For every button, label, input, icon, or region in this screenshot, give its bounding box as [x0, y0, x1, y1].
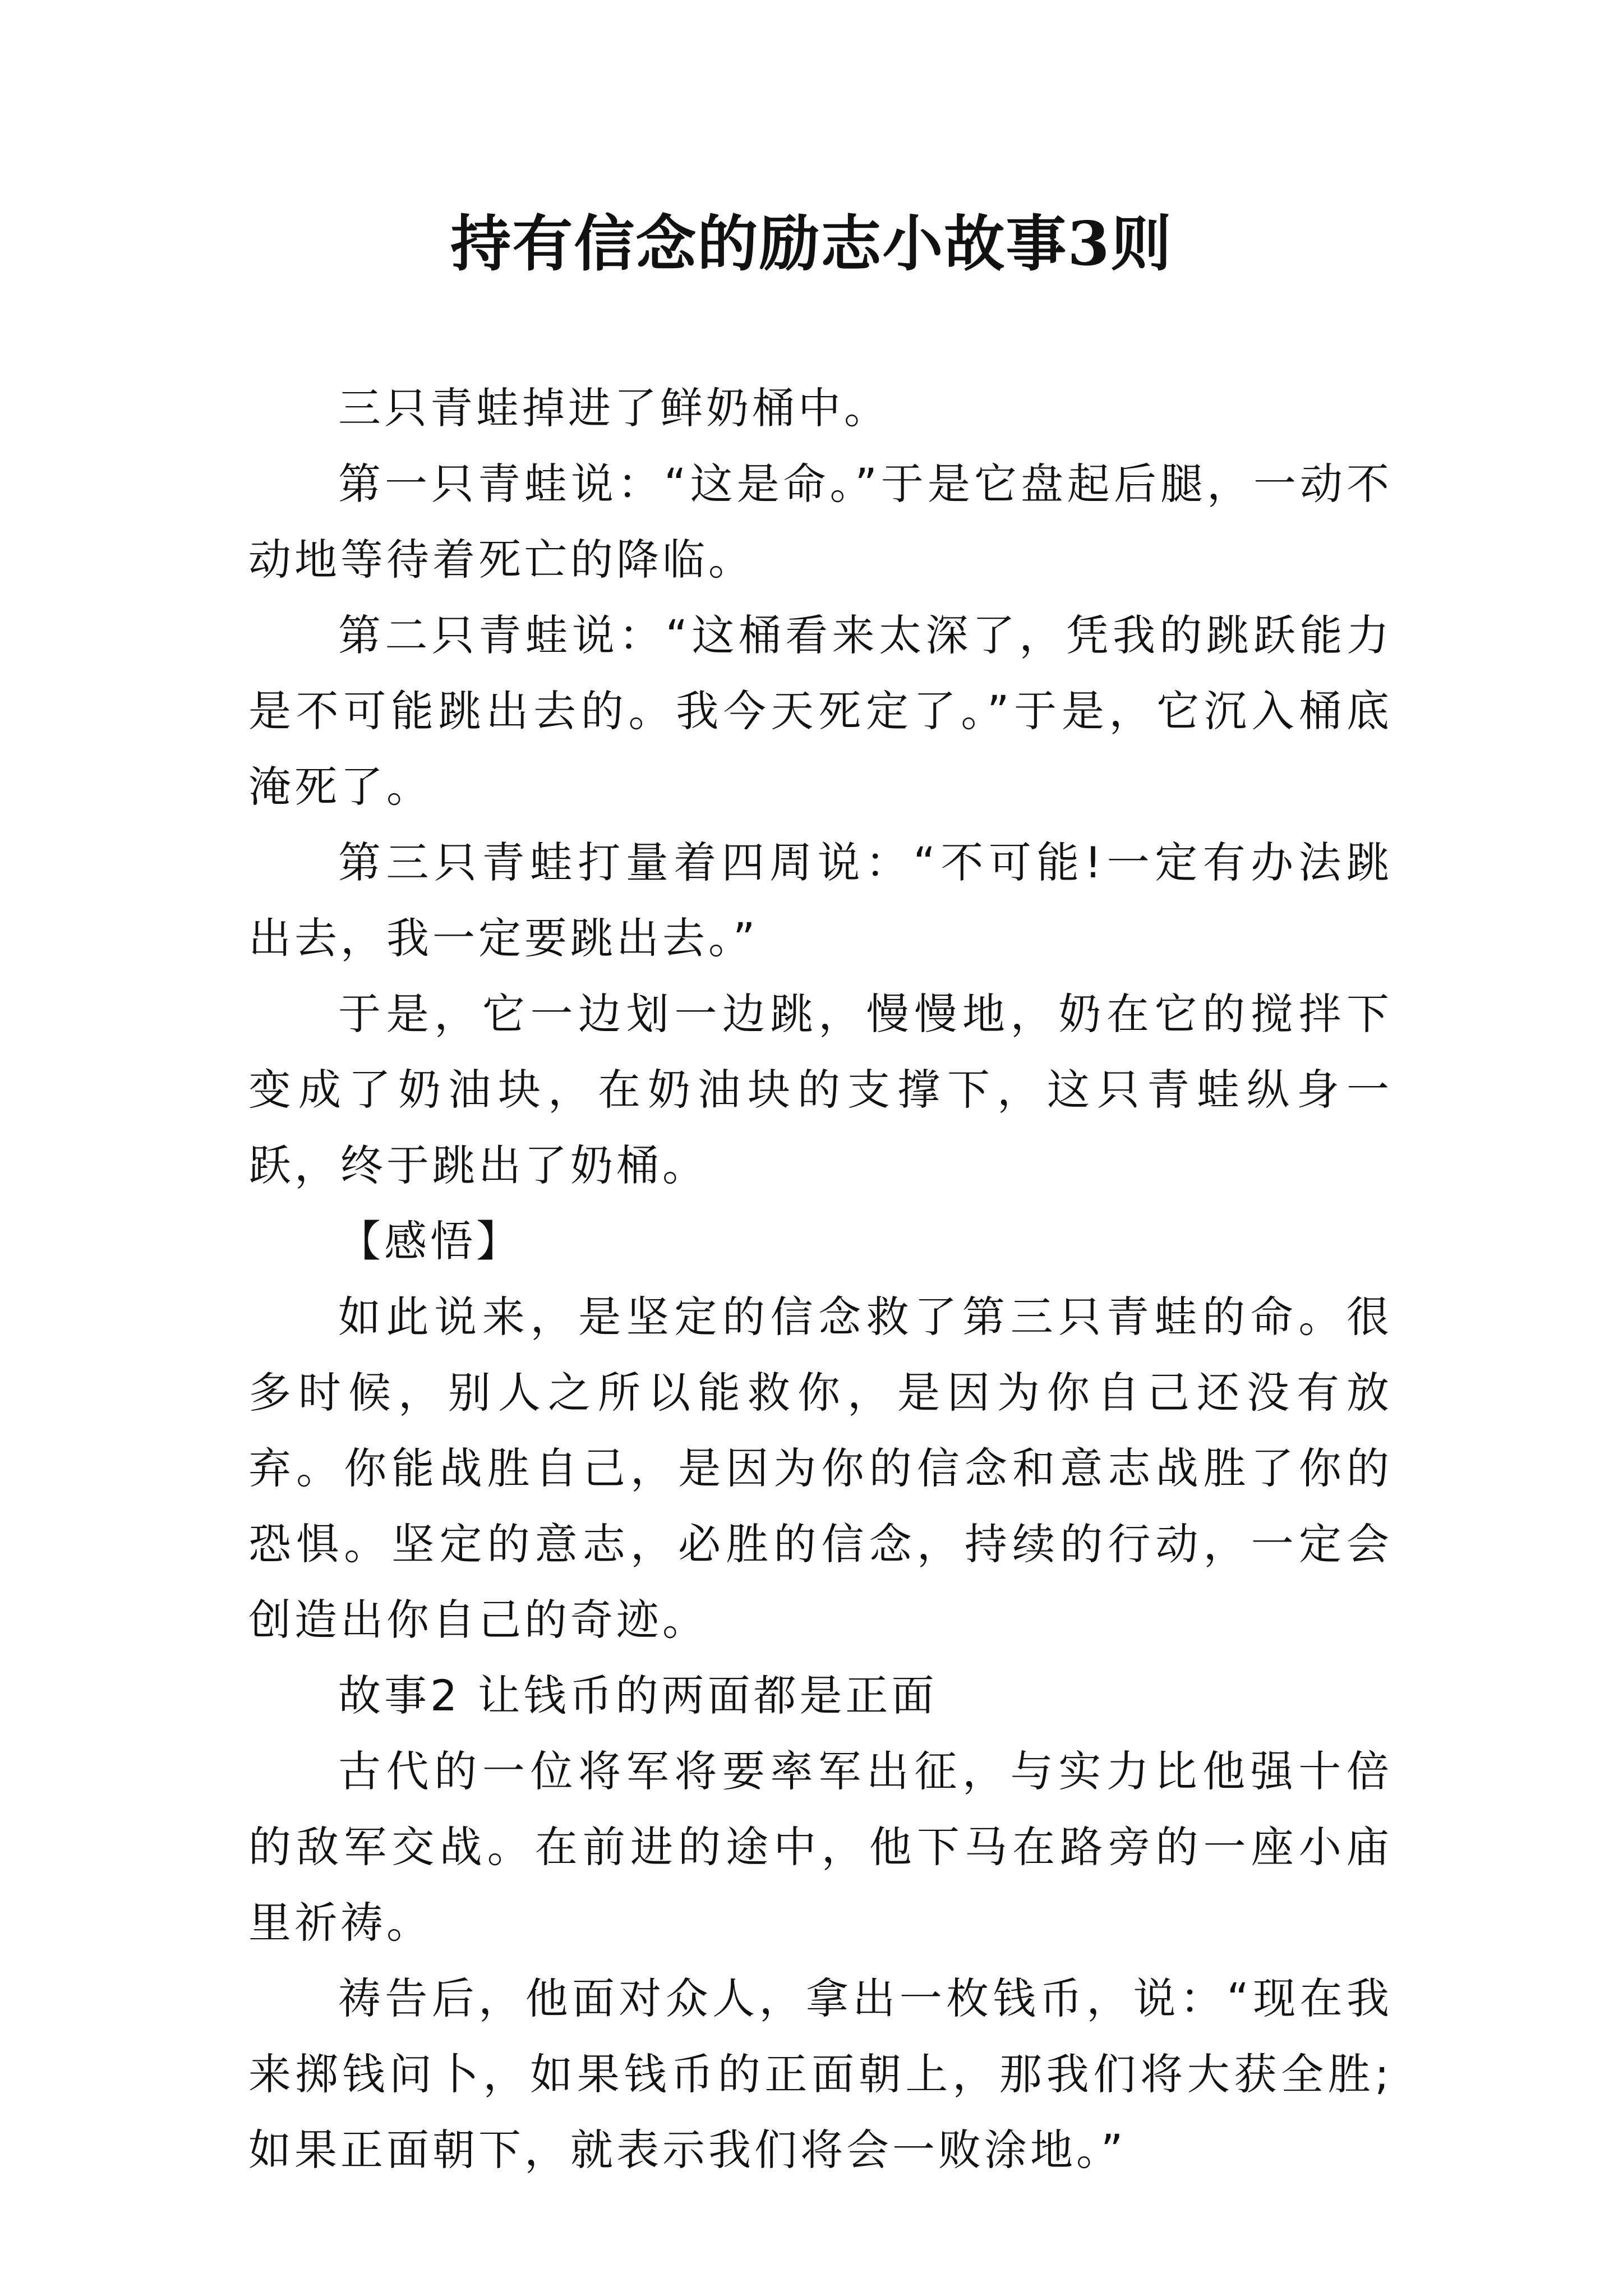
insight-heading: 【感悟】: [338, 1216, 522, 1266]
paragraph-5: 于是，它一边划一边跳，慢慢地，奶在它的搅拌下变成了奶油块，在奶油块的支撑下，这只青蛙纵身一跃，终于跳出了奶桶。: [248, 989, 1393, 1190]
paragraph-10: 祷告后，他面对众人，拿出一枚钱币，说：“现在我来掷钱问卜，如果钱币的正面朝上，那我们将大获全胜;如果正面朝下，就表示我们将会一败涂地。”: [248, 1973, 1393, 2175]
paragraph-1: 三只青蛙掉进了鲜奶桶中。: [338, 383, 890, 433]
paragraph-2: 第一只青蛙说：“这是命。”于是它盘起后腿，一动不动地等待着死亡的降临。: [248, 459, 1393, 585]
paragraph-3: 第二只青蛙说：“这桶看来太深了，凭我的跳跃能力是不可能跳出去的。我今天死定了。”于是，它沉入桶底淹死了。: [248, 610, 1393, 812]
paragraph-7: 如此说来，是坚定的信念救了第三只青蛙的命。很多时候，别人之所以能救你，是因为你自己还没有放弃。你能战胜自己，是因为你的信念和意志战胜了你的恐惧。坚定的意志，必胜的信念，持续的行动，一定会创造出你自己的奇迹。: [248, 1292, 1393, 1645]
document-body: [248, 370, 1393, 2188]
document-title: 持有信念的励志小故事3则: [450, 209, 1173, 279]
paragraph-4: 第三只青蛙打量着四周说：“不可能!一定有办法跳出去，我一定要跳出去。”: [248, 838, 1393, 963]
paragraph-9: 古代的一位将军将要率军出征，与实力比他强十倍的敌军交战。在前进的途中，他下马在路旁的一座小庙里祈祷。: [248, 1746, 1393, 1948]
story-2-heading: 故事2 让钱币的两面都是正面: [338, 1671, 938, 1720]
